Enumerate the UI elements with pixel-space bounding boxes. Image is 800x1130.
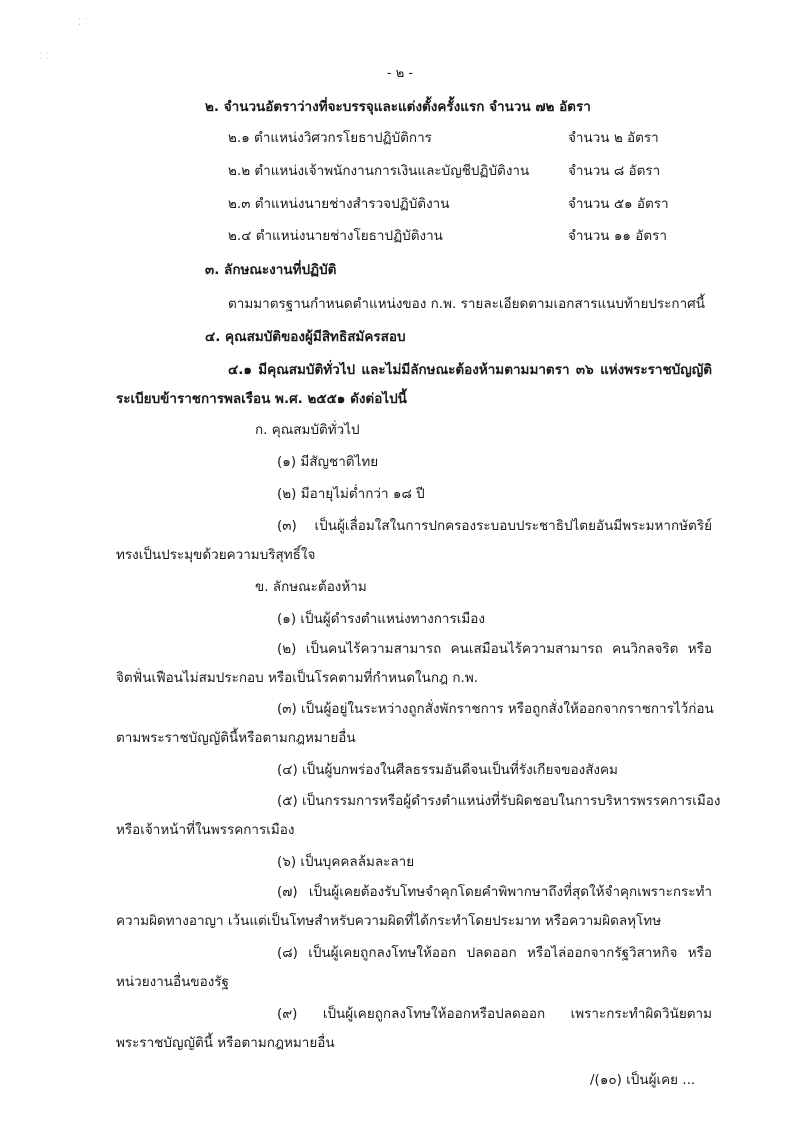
- section-3-heading: ๓. ลักษณะงานที่ปฏิบัติ: [205, 262, 337, 278]
- prohibition-item: หน่วยงานอื่นของรัฐ: [116, 974, 229, 990]
- prohibition-item: หรือเจ้าหน้าที่ในพรรคการเมือง: [116, 822, 295, 838]
- prohibition-item: (๓) เป็นผู้อยู่ในระหว่างถูกสั่งพักราชการ หรือถูกสั่งให้ออกจากราชการไว้ก่อน: [277, 701, 714, 717]
- position-amount: จำนวน ๒ อัตรา: [568, 130, 659, 146]
- prohibition-item: (๗) เป็นผู้เคยต้องรับโทษจำคุกโดยคำพิพากษาถึงที่สุดให้จำคุกเพราะกระทำ: [277, 884, 712, 900]
- prohibition-item: (๙) เป็นผู้เคยถูกลงโทษให้ออกหรือปลดออก เพราะกระทำผิดวินัยตาม: [277, 1006, 712, 1022]
- qualification-item: (๒) มีอายุไม่ต่ำกว่า ๑๘ ปี: [277, 486, 425, 502]
- position-title: ๒.๓ ตำแหน่งนายช่างสำรวจปฏิบัติงาน: [228, 196, 450, 212]
- position-amount: จำนวน ๕๑ อัตรา: [568, 196, 669, 212]
- qualification-item: (๑) มีสัญชาติไทย: [277, 454, 379, 470]
- position-title: ๒.๔ ตำแหน่งนายช่างโยธาปฏิบัติงาน: [228, 228, 443, 244]
- prohibition-item: (๑) เป็นผู้ดำรงตำแหน่งทางการเมือง: [277, 611, 485, 627]
- prohibition-item: (๒) เป็นคนไร้ความสามารถ คนเสมือนไร้ความสามารถ คนวิกลจริต หรือ: [277, 641, 712, 657]
- prohibition-item: (๖) เป็นบุคคลล้มละลาย: [277, 854, 415, 870]
- prohibition-item: (๕) เป็นกรรมการหรือผู้ดำรงตำแหน่งที่รับผิดชอบในการบริหารพรรคการเมือง: [277, 793, 721, 809]
- prohibition-item: ความผิดทางอาญา เว้นแต่เป็นโทษสำหรับความผิดที่ได้กระทำโดยประมาท หรือความผิดลหุโทษ: [116, 913, 662, 929]
- position-amount: จำนวน ๑๑ อัตรา: [568, 228, 667, 244]
- prohibited-characteristics-heading: ข. ลักษณะต้องห้าม: [255, 579, 367, 595]
- page-number: - ๒ -: [386, 66, 414, 81]
- scan-speck: ⁚ ⁚: [40, 52, 49, 62]
- section-4-1-text: ๔.๑ มีคุณสมบัติทั่วไป และไม่มีลักษณะต้องห้ามตามมาตรา ๓๖ แห่งพระราชบัญญัติ: [228, 362, 712, 378]
- prohibition-item: ตามพระราชบัญญัตินี้หรือตามกฎหมายอื่น: [116, 730, 356, 746]
- qualification-item: (๓) เป็นผู้เลื่อมใสในการปกครองระบอบประชาธิปไตยอันมีพระมหากษัตริย์: [277, 518, 712, 534]
- section-2-heading: ๒. จำนวนอัตราว่างที่จะบรรจุและแต่งตั้งครั้งแรก จำนวน ๗๒ อัตรา: [205, 99, 591, 115]
- section-4-heading: ๔. คุณสมบัติของผู้มีสิทธิสมัครสอบ: [205, 329, 406, 345]
- prohibition-item: (๔) เป็นผู้บกพร่องในศีลธรรมอันดีจนเป็นที่รังเกียจของสังคม: [277, 762, 618, 778]
- prohibition-item: จิตฟั่นเฟือนไม่สมประกอบ หรือเป็นโรคตามที่กำหนดในกฎ ก.พ.: [116, 670, 479, 686]
- section-4-1-text: ระเบียบข้าราชการพลเรือน พ.ศ. ๒๕๕๑ ดังต่อไปนี้: [116, 391, 407, 407]
- prohibition-item: (๘) เป็นผู้เคยถูกลงโทษให้ออก ปลดออก หรือไล่ออกจากรัฐวิสาหกิจ หรือ: [277, 945, 712, 961]
- continuation-note: /(๑๐) เป็นผู้เคย ...: [590, 1072, 696, 1088]
- prohibition-item: พระราชบัญญัตินี้ หรือตามกฎหมายอื่น: [116, 1035, 335, 1051]
- general-qualifications-heading: ก. คุณสมบัติทั่วไป: [255, 422, 360, 438]
- qualification-item: ทรงเป็นประมุขด้วยความบริสุทธิ์ใจ: [116, 547, 316, 563]
- position-title: ๒.๒ ตำแหน่งเจ้าพนักงานการเงินและบัญชีปฏิบัติงาน: [228, 163, 530, 179]
- scan-speck: ⁚ ˙: [78, 18, 89, 28]
- section-3-body: ตามมาตรฐานกำหนดตำแหน่งของ ก.พ. รายละเอียดตามเอกสารแนบท้ายประกาศนี้: [228, 296, 705, 312]
- position-amount: จำนวน ๘ อัตรา: [568, 163, 661, 179]
- position-title: ๒.๑ ตำแหน่งวิศวกรโยธาปฏิบัติการ: [228, 130, 432, 146]
